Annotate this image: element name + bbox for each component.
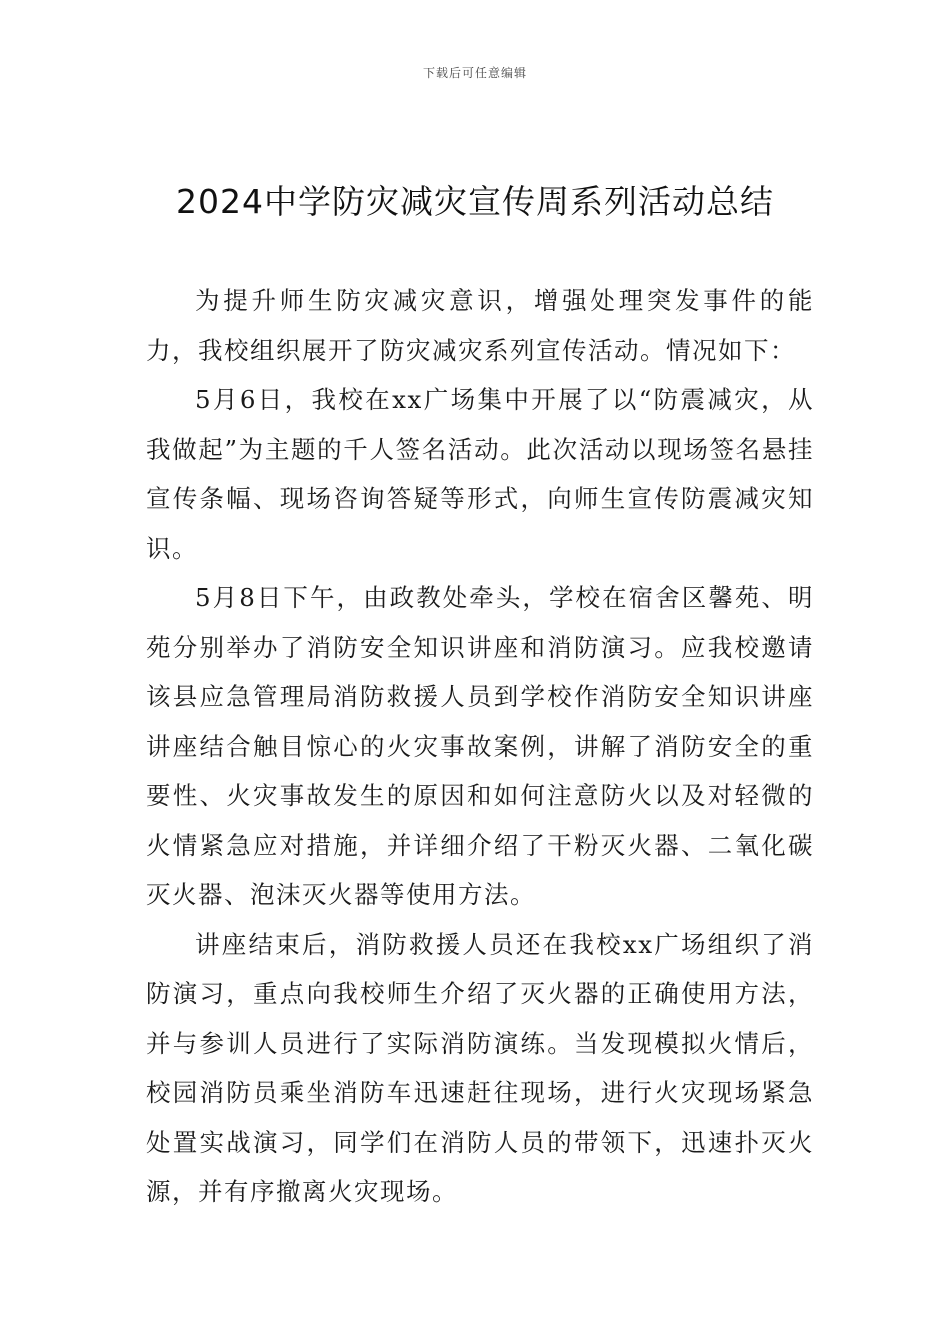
paragraph-drill: 讲座结束后，消防救援人员还在我校xx广场组织了消防演习，重点向我校师生介绍了灭火器的正确使用方法，并与参训人员进行了实际消防演练。当发现模拟火情后，校园消防员乘坐消防车迅速赶往现场，进行火灾现场紧急处置实战演习，同学们在消防人员的带领下，迅速扑灭火源，并有序撤离火灾现场。 [146, 929, 814, 1206]
paragraph-intro: 为提升师生防灾减灾意识，增强处理突发事件的能力，我校组织展开了防灾减灾系列宣传活动。情况如下： [146, 286, 814, 365]
header-note: 下载后可任意编辑 [422, 66, 527, 80]
document-body [146, 276, 814, 1217]
document-title: 2024中学防灾减灾宣传周系列活动总结 [176, 182, 774, 221]
paragraph-may-8: 5月8日下午，由政教处牵头，学校在宿舍区馨苑、明苑分别举办了消防安全知识讲座和消防演习。应我校邀请该县应急管理局消防救援人员到学校作消防安全知识讲座讲座结合触目惊心的火灾事故案例，讲解了消防安全的重要性、火灾事故发生的原因和如何注意防火以及对轻微的火情紧急应对措施，并详细介绍了干粉灭火器、二氧化碳灭火器、泡沫灭火器等使用方法。 [146, 583, 814, 909]
paragraph-may-6: 5月6日，我校在xx广场集中开展了以“防震减灾，从我做起”为主题的千人签名活动。此次活动以现场签名悬挂宣传条幅、现场咨询答疑等形式，向师生宣传防震减灾知识。 [146, 385, 814, 563]
